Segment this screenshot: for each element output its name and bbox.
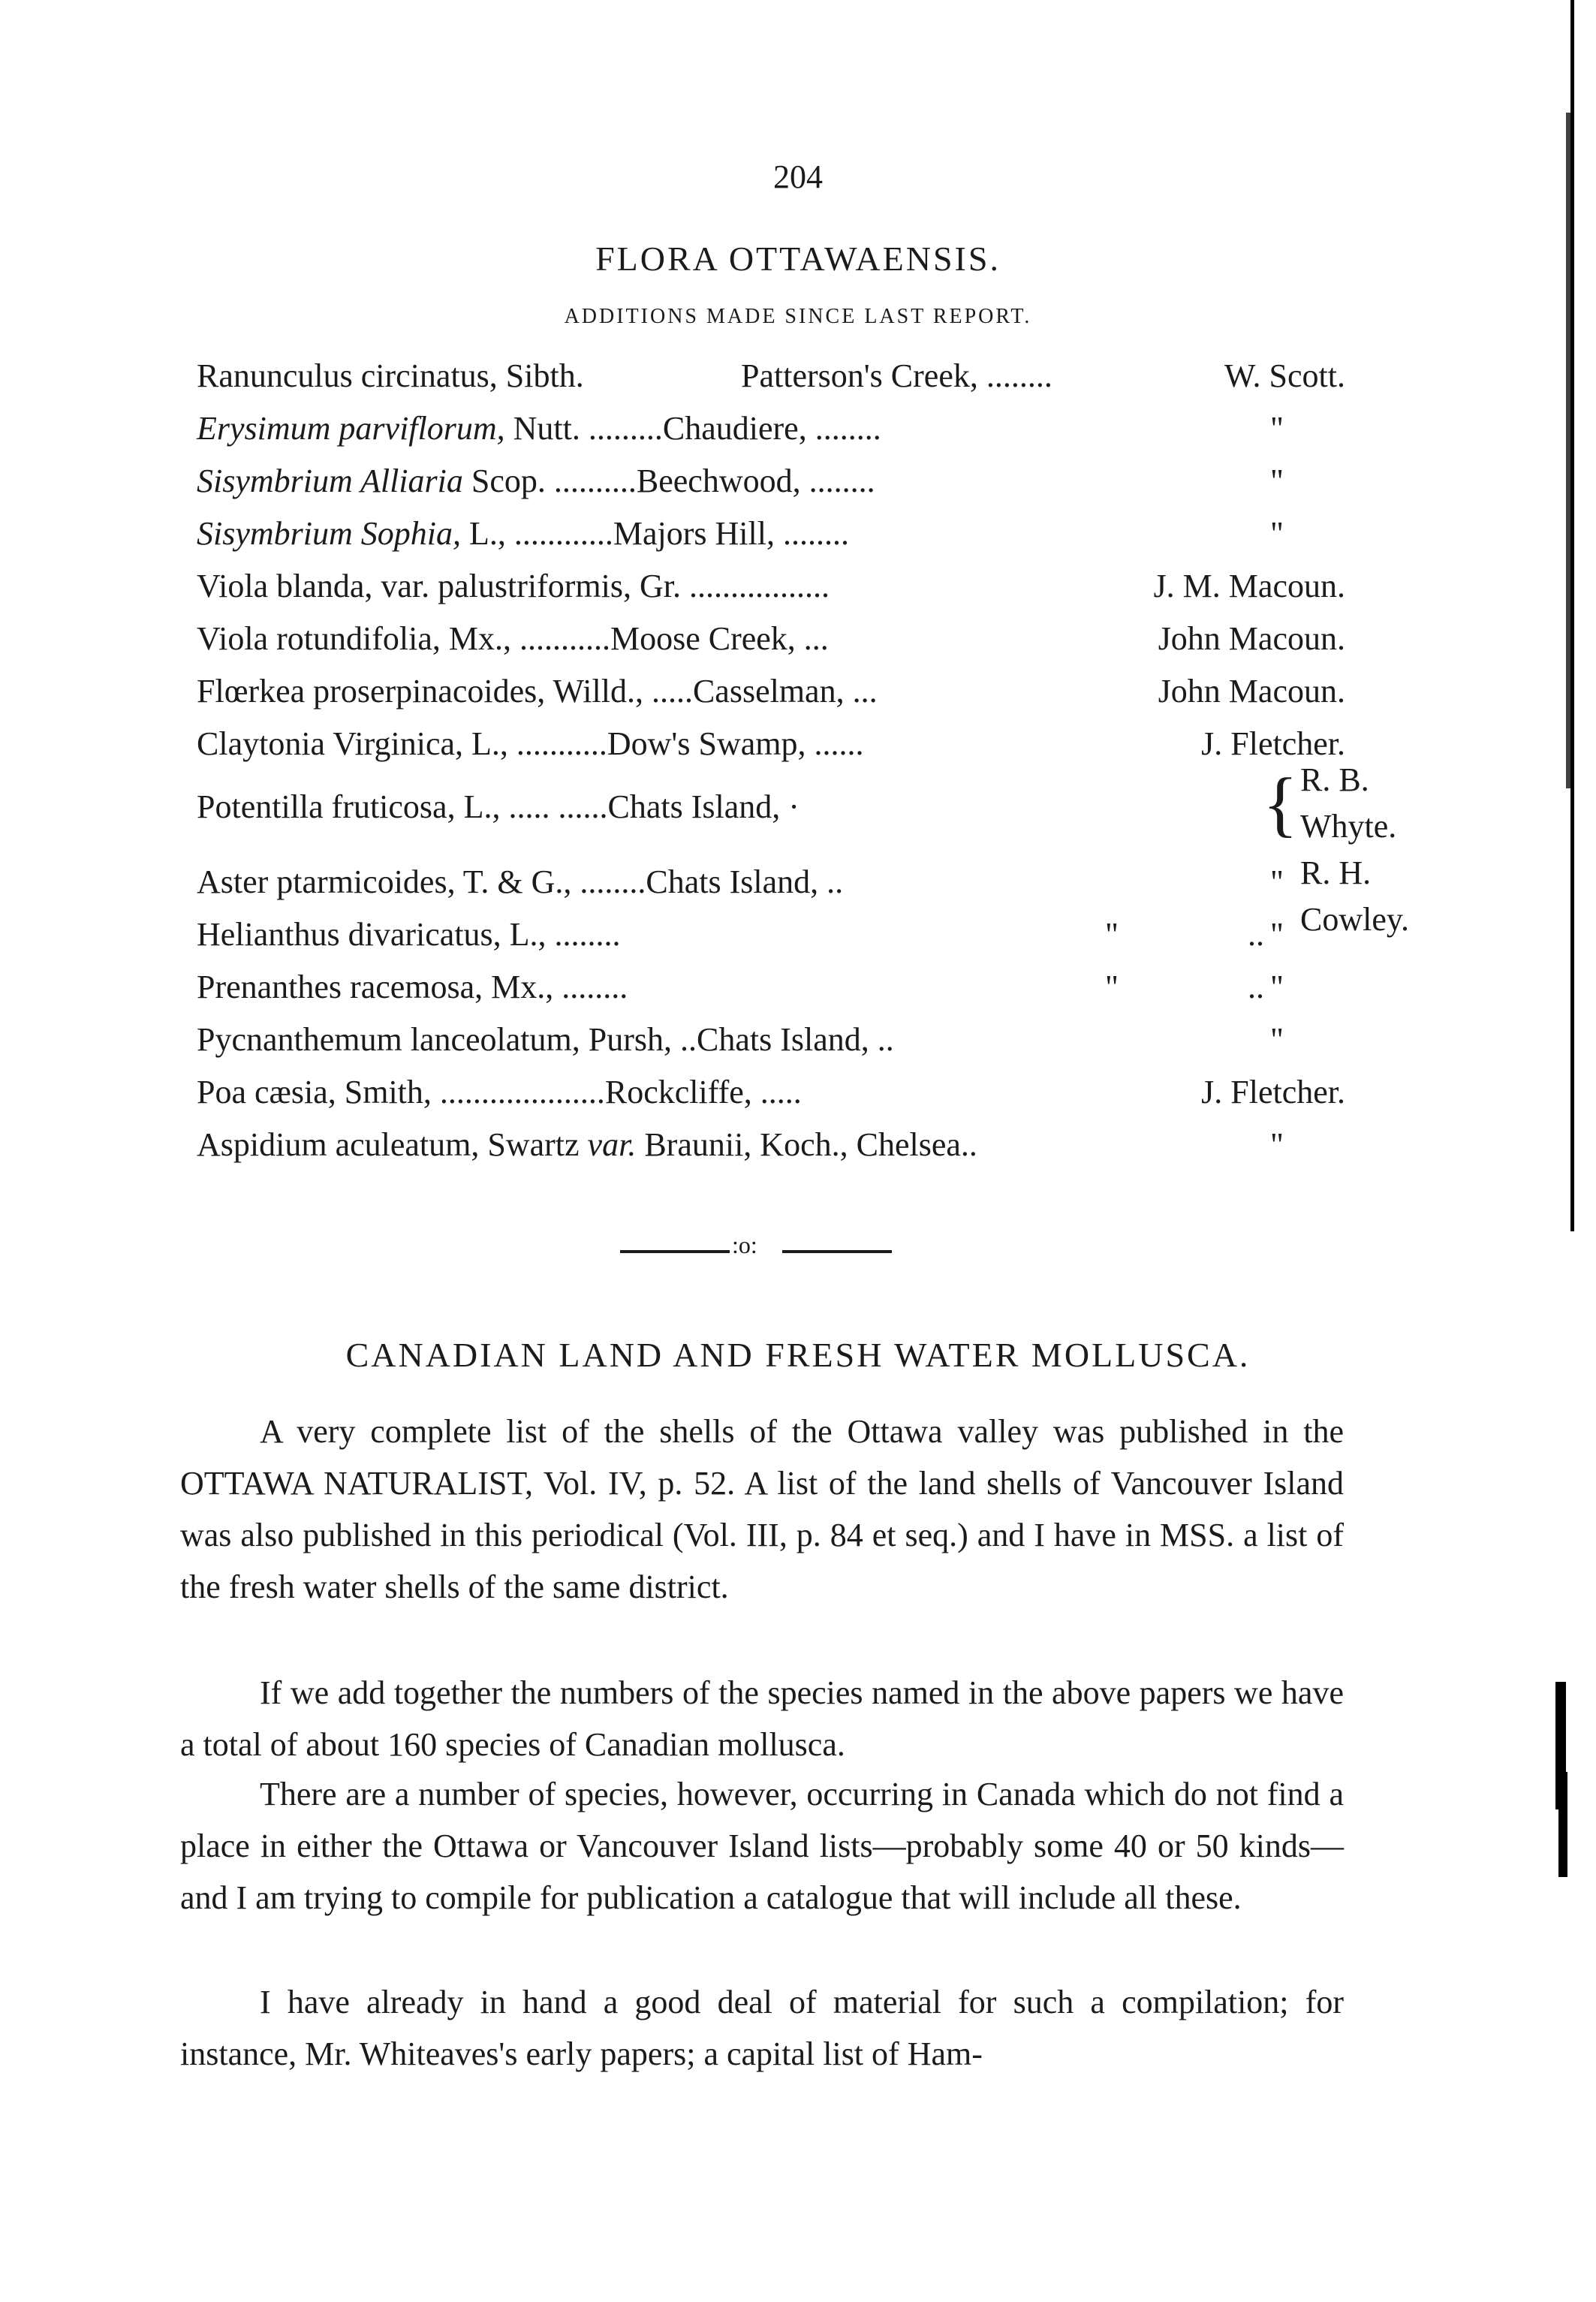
scan-edge-mark (1566, 113, 1573, 788)
flora-collector: R. B. Whyte. (1300, 761, 1397, 845)
flora-species: Aspidium aculeatum, Swartz var. Braunii, Koch., Chelsea.. (197, 1126, 977, 1163)
flora-species: Prenanthes racemosa, Mx., ........ (197, 969, 628, 1005)
ditto-mark: " (1270, 1021, 1284, 1058)
page-subtitle: ADDITIONS MADE SINCE LAST REPORT. (564, 305, 1032, 328)
leader-dots: .. (1248, 969, 1264, 1005)
separator-rule-left (620, 1250, 730, 1253)
flora-locality: Patterson's Creek, ........ (741, 357, 1052, 394)
flora-species: Helianthus divaricatus, L., ........ (197, 916, 621, 953)
flora-collector: J. Fletcher. (1201, 725, 1345, 762)
section-title: CANADIAN LAND AND FRESH WATER MOLLUSCA. (345, 1336, 1251, 1374)
flora-collector: John Macoun. (1158, 620, 1345, 657)
separator-rule-right (782, 1250, 892, 1253)
flora-row (197, 560, 1345, 613)
page-title: FLORA OTTAWAENSIS. (595, 240, 1001, 278)
paragraph: There are a number of species, however, occurring in Canada which do not find a place in either the Ottawa or Vancouver Island lists—probably some 40 or 50 kinds—and I am trying to compile for publication a catalogue that will include all these. (180, 1776, 1344, 1916)
ditto-mark: " (1270, 863, 1284, 900)
flora-row (197, 613, 1345, 665)
flora-species: Pycnanthemum lanceolatum, Pursh, ..Chats Island, .. (197, 1021, 894, 1058)
flora-row (197, 856, 1345, 908)
ditto-mark: " (1105, 969, 1119, 1005)
paragraph: If we add together the numbers of the species named in the above papers we have a total of about 160 species of Canadian mollusca. (180, 1674, 1344, 1763)
flora-species: Viola rotundifolia, Mx., ...........Moose Creek, ... (197, 620, 829, 657)
flora-species: Aster ptarmicoides, T. & G., ........Chats Island, .. (197, 863, 844, 900)
flora-row (197, 961, 1345, 1014)
page-number: 204 (773, 158, 823, 195)
flora-species: Poa cæsia, Smith, ....................Rockcliffe, ..... (197, 1074, 802, 1110)
paragraph: I have already in hand a good deal of material for such a compilation; for instance, Mr. Whiteaves's early papers; a capital list of Ham- (180, 1984, 1344, 2072)
paragraph: A very complete list of the shells of the Ottawa valley was published in the OTTAWA NATURALIST, Vol. IV, p. 52. A list of the land shells of Vancouver Island was also published in this periodical (Vol. III, p. 84 et seq.) and I have in MSS. a list of the fresh water shells of the same district. (180, 1413, 1344, 1605)
flora-collector: J. M. Macoun. (1153, 568, 1345, 604)
flora-species: Flœrkea proserpinacoides, Willd., .....Casselman, ... (197, 673, 878, 710)
flora-row (197, 402, 1345, 455)
flora-row (197, 718, 1345, 770)
flora-collector: J. Fletcher. (1201, 1074, 1345, 1110)
ditto-mark: " (1270, 463, 1284, 499)
flora-row (197, 350, 1345, 402)
flora-row (197, 455, 1345, 508)
separator-mark: :o: (732, 1231, 757, 1258)
flora-collector: W. Scott. (1224, 357, 1345, 394)
flora-row (197, 1066, 1345, 1119)
ditto-mark: " (1270, 969, 1284, 1005)
flora-species: Erysimum parviflorum, Nutt. .........Chaudiere, ........ (197, 410, 881, 447)
flora-row (197, 665, 1345, 718)
flora-collector: John Macoun. (1158, 673, 1345, 710)
ditto-mark: " (1270, 1126, 1284, 1163)
flora-row (197, 508, 1345, 560)
flora-species: Viola blanda, var. palustriformis, Gr. ................. (197, 568, 830, 604)
leader-dots: .. (1248, 916, 1264, 953)
ditto-mark: " (1270, 515, 1284, 552)
flora-row (197, 1014, 1345, 1066)
scan-edge-mark (1558, 1772, 1567, 1877)
flora-row (197, 908, 1345, 961)
ditto-mark: " (1270, 916, 1284, 953)
flora-species: Claytonia Virginica, L., ...........Dow's Swamp, ...... (197, 725, 864, 762)
flora-species: Potentilla fruticosa, L., ..... ......Chats Island, · (197, 788, 800, 825)
flora-collector: R. H. Cowley. (1300, 854, 1410, 938)
ditto-mark: " (1270, 410, 1284, 447)
ditto-mark: " (1105, 916, 1119, 953)
brace-mark: { (1263, 764, 1299, 845)
flora-species: Sisymbrium Sophia, L., ............Majors Hill, ........ (197, 515, 849, 552)
flora-row (197, 1119, 1345, 1171)
flora-species: Sisymbrium Alliaria Scop. ..........Beechwood, ........ (197, 463, 875, 499)
flora-species: Ranunculus circinatus, Sibth. (197, 357, 584, 394)
